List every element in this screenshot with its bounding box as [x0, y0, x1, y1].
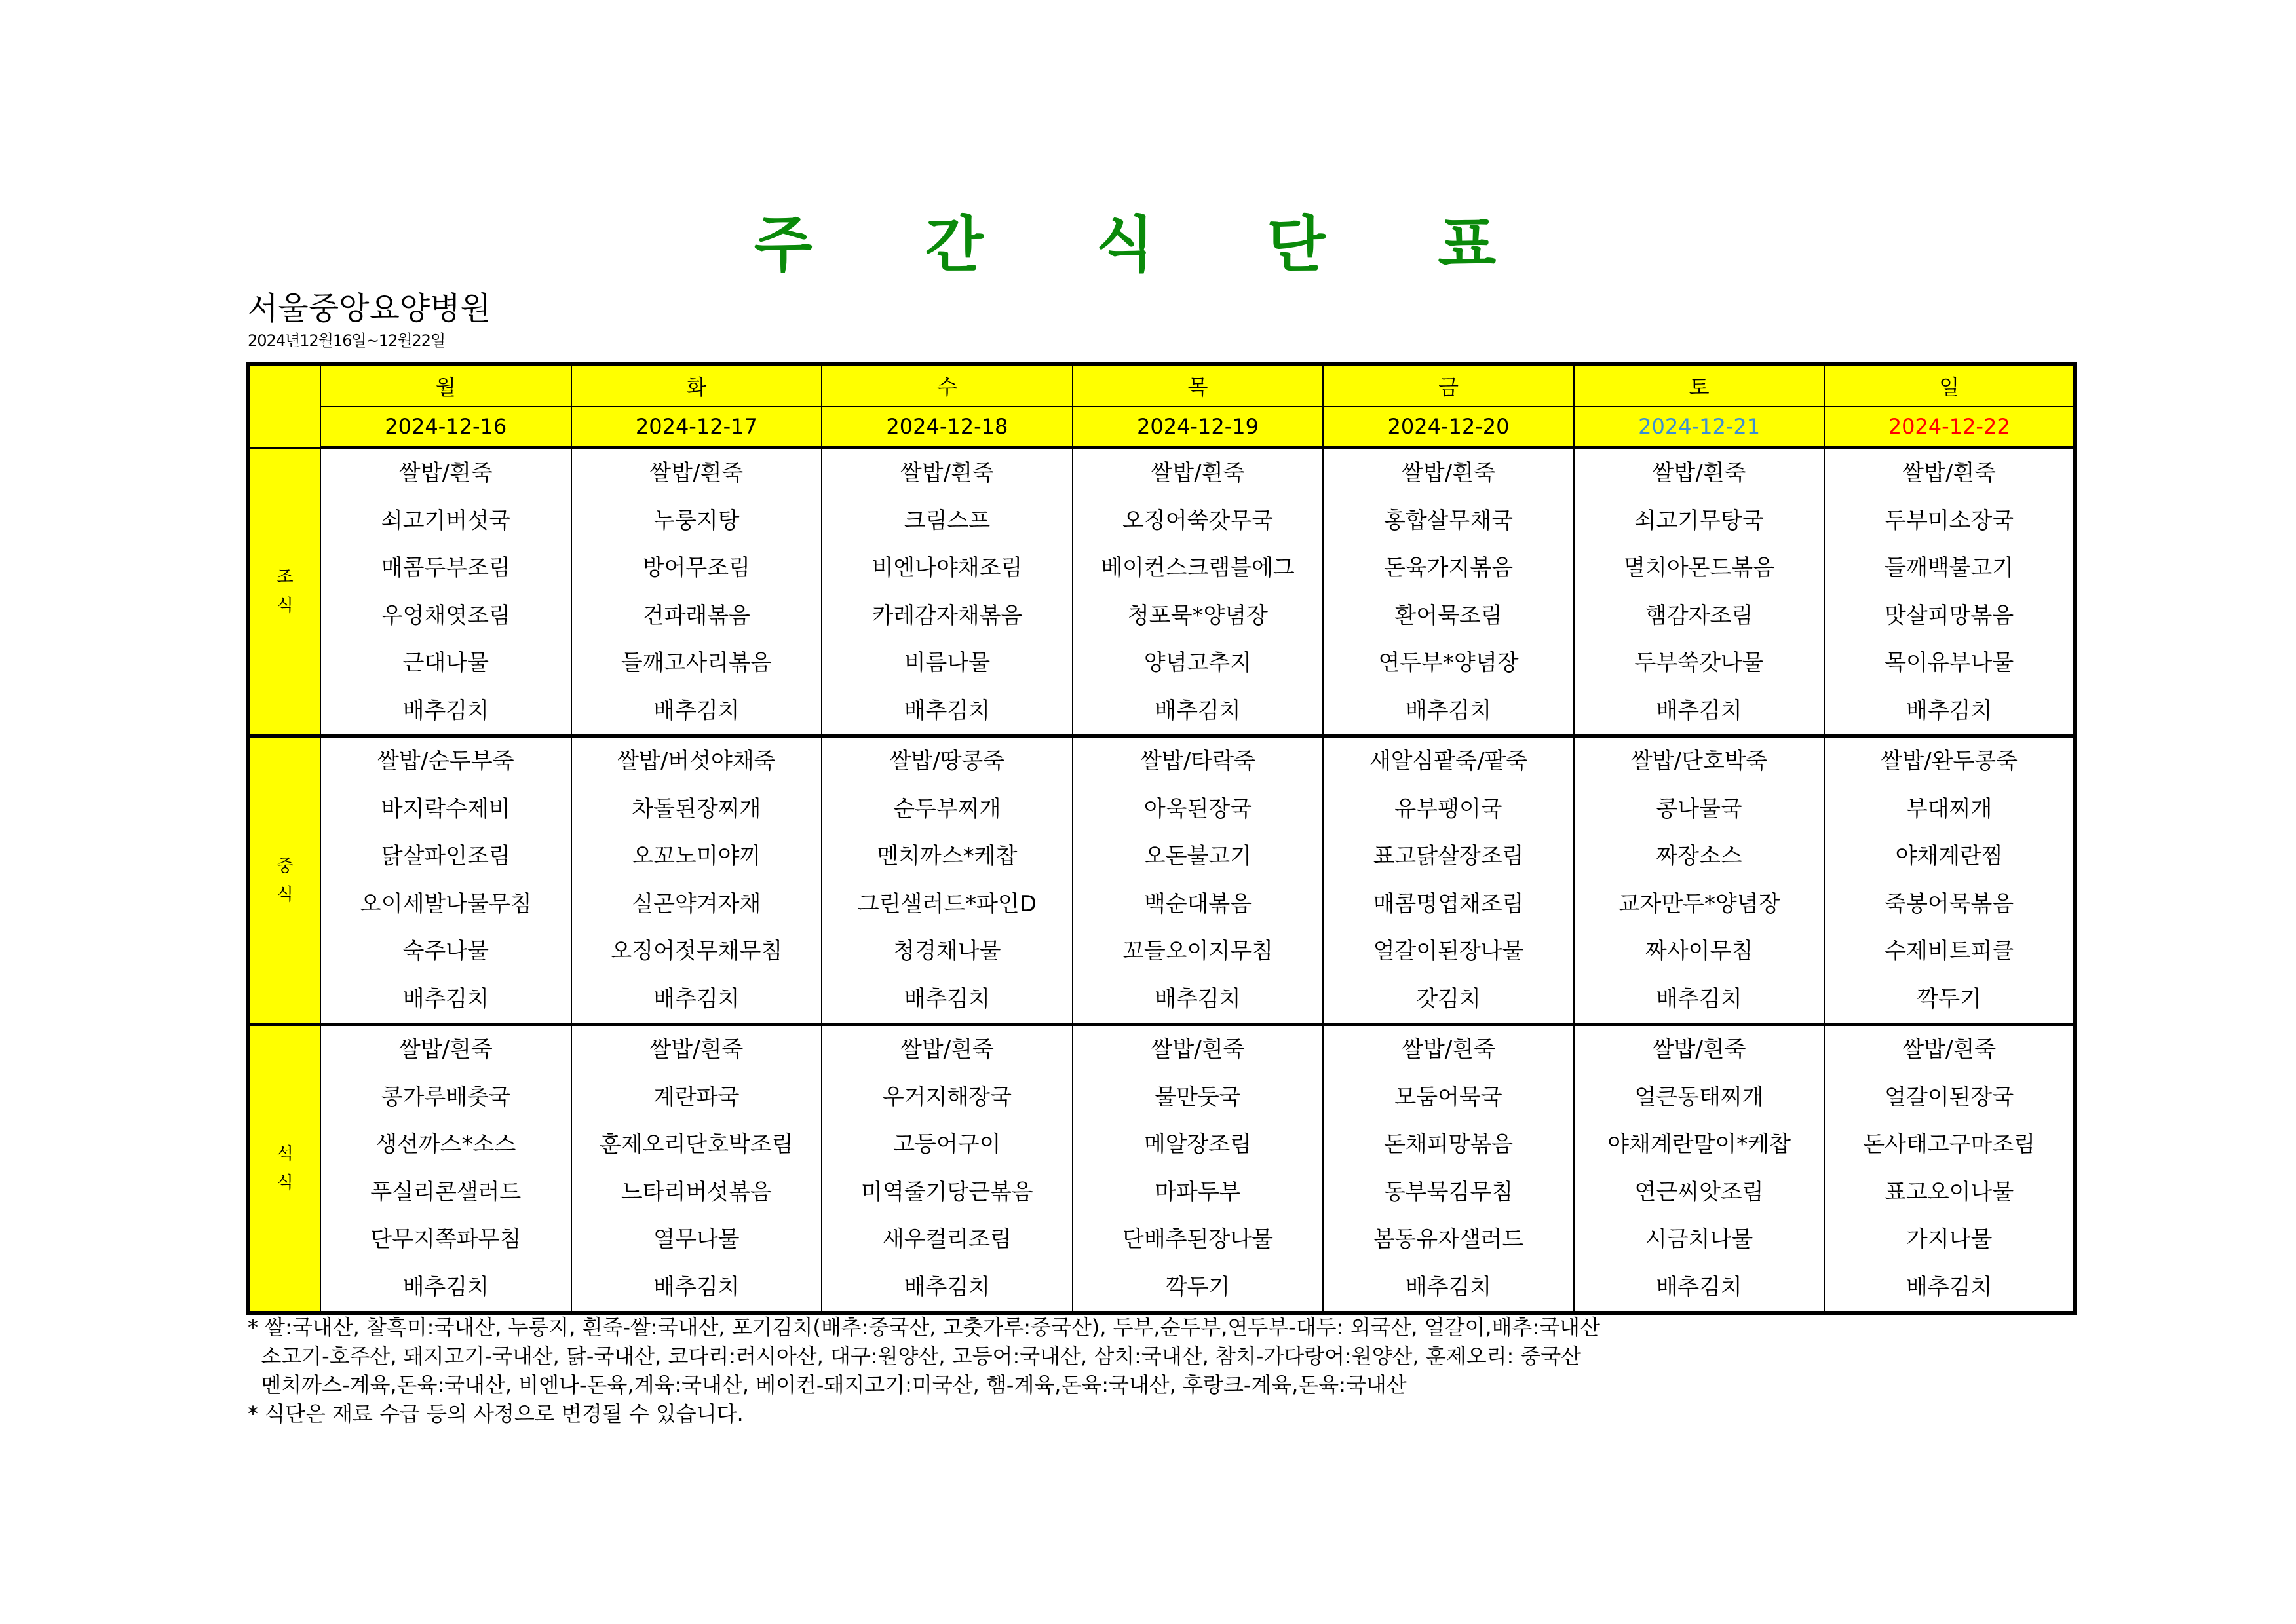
menu-item: 들깨백불고기 — [1885, 555, 2014, 581]
note-line: * 식단은 재료 수급 등의 사정으로 변경될 수 있습니다. — [248, 1401, 744, 1426]
menu-item: 깍두기 — [1165, 1274, 1231, 1300]
menu-item: 두부쑥갓나물 — [1634, 650, 1764, 676]
menu-item: 청포묵*양념장 — [1127, 602, 1268, 629]
day-name: 화 — [571, 364, 822, 406]
menu-item: 쌀밥/단호박죽 — [1630, 748, 1768, 774]
menu-item: 쌀밥/완두콩죽 — [1881, 748, 2018, 774]
menu-item: 마파두부 — [1155, 1179, 1241, 1205]
menu-item: 콩가루배춧국 — [381, 1084, 510, 1110]
menu-item: 부대찌개 — [1905, 795, 1993, 822]
menu-cell — [1073, 448, 1324, 736]
menu-item: 오징어쑥갓무국 — [1122, 507, 1273, 534]
menu-item: 가지나물 — [1905, 1226, 1993, 1253]
menu-item: 멘치까스*케찹 — [877, 843, 1018, 869]
menu-item: 실곤약겨자채 — [632, 890, 761, 917]
menu-item: 근대나물 — [402, 650, 489, 676]
menu-item: 두부미소장국 — [1885, 507, 2014, 534]
menu-item: 배추김치 — [1405, 697, 1492, 724]
menu-item: 들깨고사리볶음 — [621, 650, 772, 676]
menu-cell — [1824, 448, 2075, 736]
hospital-name: 서울중앙요양병원 — [248, 290, 491, 327]
menu-item: 크림스프 — [904, 507, 991, 534]
day-date: 2024-12-19 — [1073, 406, 1324, 448]
menu-item: 단배추된장나물 — [1122, 1226, 1273, 1253]
menu-item: 배추김치 — [1155, 985, 1241, 1012]
menu-item: 오돈불고기 — [1143, 843, 1252, 869]
meal-label-char: 식 — [277, 1173, 294, 1193]
meal-label-char: 석 — [277, 1144, 294, 1164]
menu-item: 배추김치 — [1405, 1274, 1492, 1300]
menu-item: 닭살파인조림 — [381, 843, 510, 869]
menu-item: 얼큰동태찌개 — [1634, 1084, 1764, 1110]
menu-item: 건파래볶음 — [642, 602, 750, 629]
menu-item: 수제비트피클 — [1885, 938, 2014, 964]
menu-item: 비름나물 — [904, 650, 991, 676]
menu-cell — [822, 736, 1073, 1025]
meal-label — [248, 736, 320, 1025]
menu-item: 쌀밥/흰죽 — [1402, 1036, 1495, 1063]
menu-item: 열무나물 — [653, 1226, 740, 1253]
menu-item: 쌀밥/순두부죽 — [377, 748, 514, 774]
day-date: 2024-12-21 — [1574, 406, 1825, 448]
menu-item: 매콤명엽채조림 — [1373, 890, 1524, 917]
day-header-row — [248, 364, 2075, 406]
menu-cell — [320, 1025, 571, 1313]
date-header-row — [248, 406, 2075, 448]
menu-item: 단무지쪽파무침 — [370, 1226, 522, 1253]
menu-item: 쌀밥/흰죽 — [649, 460, 744, 486]
menu-cell — [1574, 1025, 1825, 1313]
menu-item: 짜사이무침 — [1645, 938, 1753, 964]
menu-period: 2024년12월16일~12월22일 — [248, 331, 446, 350]
menu-item: 쌀밥/흰죽 — [1151, 1036, 1245, 1063]
day-date: 2024-12-16 — [320, 406, 571, 448]
menu-item: 햄감자조림 — [1645, 602, 1753, 629]
menu-item: 미역줄기당근볶음 — [861, 1179, 1033, 1205]
menu-item: 배추김치 — [1656, 697, 1742, 724]
menu-cell — [571, 448, 822, 736]
menu-item: 베이컨스크램블에그 — [1101, 555, 1295, 581]
menu-item: 유부팽이국 — [1394, 795, 1502, 822]
meal-label — [248, 1025, 320, 1313]
menu-item: 쌀밥/흰죽 — [1902, 460, 1997, 486]
note-line: 멘치까스-계육,돈육:국내산, 비엔나-돈육,계육:국내산, 베이컨-돼지고기:미국산, 햄-계육,돈육:국내산, 후랑크-계육,돈육:국내산 — [248, 1372, 1407, 1397]
menu-item: 쌀밥/버섯야채죽 — [617, 748, 776, 774]
menu-item: 매콤두부조림 — [381, 555, 510, 581]
menu-item: 죽봉어묵볶음 — [1885, 890, 2014, 917]
menu-item: 배추김치 — [402, 985, 489, 1012]
menu-item: 모둠어묵국 — [1394, 1084, 1502, 1110]
menu-cell — [1824, 736, 2075, 1025]
meal-label-char: 중 — [277, 856, 294, 876]
menu-item: 목이유부나물 — [1885, 650, 2014, 676]
day-date: 2024-12-22 — [1824, 406, 2075, 448]
menu-item: 쌀밥/흰죽 — [1652, 460, 1746, 486]
menu-cell — [1574, 736, 1825, 1025]
menu-item: 연근씨앗조림 — [1634, 1179, 1764, 1205]
menu-item: 새우컬리조림 — [882, 1226, 1012, 1253]
day-date: 2024-12-18 — [822, 406, 1073, 448]
menu-item: 표고닭살장조림 — [1373, 843, 1524, 869]
menu-item: 쌀밥/타락죽 — [1140, 748, 1255, 774]
menu-item: 배추김치 — [904, 697, 991, 724]
menu-item: 그린샐러드*파인D — [857, 890, 1037, 917]
menu-item: 맛살피망볶음 — [1885, 602, 2014, 629]
menu-item: 카레감자채볶음 — [871, 602, 1023, 629]
menu-item: 표고오이나물 — [1885, 1179, 2014, 1205]
menu-item: 오징어젓무채무침 — [610, 938, 783, 964]
day-date: 2024-12-20 — [1323, 406, 1574, 448]
menu-cell — [320, 448, 571, 736]
menu-cell — [1574, 448, 1825, 736]
menu-cell — [571, 736, 822, 1025]
menu-item: 쇠고기버섯국 — [381, 507, 510, 534]
menu-item: 차돌된장찌개 — [632, 795, 761, 822]
menu-item: 돈채피망볶음 — [1383, 1131, 1514, 1158]
menu-item: 콩나물국 — [1656, 795, 1742, 822]
menu-item: 아욱된장국 — [1143, 795, 1252, 822]
menu-item: 쌀밥/흰죽 — [900, 460, 994, 486]
menu-item: 꼬들오이지무침 — [1122, 938, 1273, 964]
day-name: 월 — [320, 364, 571, 406]
menu-item: 숙주나물 — [402, 938, 489, 964]
menu-cell — [1323, 1025, 1574, 1313]
menu-item: 바지락수제비 — [381, 795, 510, 822]
menu-item: 배추김치 — [904, 1274, 991, 1300]
menu-item: 짜장소스 — [1656, 843, 1742, 869]
menu-item: 얼갈이된장국 — [1885, 1084, 2014, 1110]
menu-item: 쌀밥/흰죽 — [1151, 460, 1245, 486]
menu-item: 쌀밥/흰죽 — [398, 1036, 493, 1063]
menu-item: 배추김치 — [1155, 697, 1241, 724]
header-corner — [248, 364, 320, 448]
menu-item: 비엔나야채조림 — [871, 555, 1023, 581]
day-date: 2024-12-17 — [571, 406, 822, 448]
menu-item: 배추김치 — [653, 985, 740, 1012]
menu-item: 쌀밥/흰죽 — [649, 1036, 744, 1063]
menu-cell — [571, 1025, 822, 1313]
menu-item: 쌀밥/흰죽 — [398, 460, 493, 486]
menu-item: 계란파국 — [653, 1084, 740, 1110]
menu-item: 돈사태고구마조림 — [1863, 1131, 2036, 1158]
menu-item: 홍합살무채국 — [1383, 507, 1514, 534]
menu-item: 배추김치 — [653, 697, 740, 724]
menu-item: 백순대볶음 — [1143, 890, 1252, 917]
menu-item: 훈제오리단호박조림 — [600, 1131, 794, 1158]
menu-item: 돈육가지볶음 — [1383, 555, 1514, 581]
meal-row — [248, 448, 2075, 736]
menu-item: 쌀밥/땅콩죽 — [889, 748, 1005, 774]
menu-cell — [1073, 736, 1324, 1025]
menu-item: 쌀밥/흰죽 — [1652, 1036, 1746, 1063]
menu-item: 푸실리콘샐러드 — [370, 1179, 522, 1205]
menu-item: 배추김치 — [402, 1274, 489, 1300]
menu-item: 깍두기 — [1917, 985, 1981, 1012]
menu-cell — [320, 736, 571, 1025]
menu-cell — [1323, 736, 1574, 1025]
meal-label — [248, 448, 320, 736]
day-name: 수 — [822, 364, 1073, 406]
menu-item: 배추김치 — [1905, 1274, 1993, 1300]
menu-cell — [1824, 1025, 2075, 1313]
menu-item: 얼갈이된장나물 — [1373, 938, 1524, 964]
menu-item: 누룽지탕 — [653, 507, 740, 534]
menu-item: 멸치아몬드볶음 — [1624, 555, 1775, 581]
menu-item: 배추김치 — [1656, 985, 1742, 1012]
menu-item: 청경채나물 — [893, 938, 1001, 964]
menu-item: 배추김치 — [1656, 1274, 1742, 1300]
menu-item: 양념고추지 — [1143, 650, 1252, 676]
menu-item: 생선까스*소스 — [375, 1131, 516, 1158]
meal-label-char: 식 — [277, 595, 294, 616]
menu-item: 오꼬노미야끼 — [632, 843, 761, 869]
menu-item: 우거지해장국 — [882, 1084, 1012, 1110]
menu-item: 배추김치 — [402, 697, 489, 724]
menu-item: 배추김치 — [904, 985, 991, 1012]
menu-cell — [1323, 448, 1574, 736]
menu-cell — [822, 1025, 1073, 1313]
day-name: 토 — [1574, 364, 1825, 406]
weekly-menu-table — [246, 362, 2077, 1315]
menu-item: 교자만두*양념장 — [1618, 890, 1780, 917]
menu-item: 물만둣국 — [1155, 1084, 1241, 1110]
menu-item: 시금치나물 — [1645, 1226, 1753, 1253]
day-name: 금 — [1323, 364, 1574, 406]
menu-item: 느타리버섯볶음 — [621, 1179, 772, 1205]
menu-cell — [1073, 1025, 1324, 1313]
menu-item: 배추김치 — [1905, 697, 1993, 724]
meal-row — [248, 1025, 2075, 1313]
menu-item: 봄동유자샐러드 — [1373, 1226, 1524, 1253]
menu-item: 야채계란말이*케찹 — [1607, 1131, 1791, 1158]
menu-item: 쇠고기무탕국 — [1634, 507, 1764, 534]
menu-item: 야채계란찜 — [1895, 843, 2003, 869]
menu-item: 순두부찌개 — [893, 795, 1001, 822]
day-name: 일 — [1824, 364, 2075, 406]
menu-item: 쌀밥/흰죽 — [1402, 460, 1495, 486]
note-line: * 쌀:국내산, 찰흑미:국내산, 누룽지, 흰죽-쌀:국내산, 포기김치(배추:중국산, 고춧가루:중국산), 두부,순두부,연두부-대두: 외국산, 얼갈이,배추:국내산 — [248, 1315, 1600, 1340]
menu-item: 방어무조림 — [642, 555, 750, 581]
menu-item: 환어묵조림 — [1394, 602, 1502, 629]
menu-item: 쌀밥/흰죽 — [1902, 1036, 1997, 1063]
menu-item: 연두부*양념장 — [1378, 650, 1519, 676]
menu-item: 고등어구이 — [893, 1131, 1001, 1158]
note-line: 소고기-호주산, 돼지고기-국내산, 닭-국내산, 코다리:러시아산, 대구:원양산, 고등어:국내산, 삼치:국내산, 참치-가다랑어:원양산, 훈제오리: 중국산 — [248, 1344, 1582, 1369]
menu-item: 새알심팥죽/팥죽 — [1369, 748, 1528, 774]
menu-item: 오이세발나물무침 — [359, 890, 532, 917]
meal-label-char: 식 — [277, 884, 294, 905]
menu-cell — [822, 448, 1073, 736]
page-title: 주 간 식 단 표 — [754, 210, 1542, 280]
menu-item: 우엉채엿조림 — [381, 602, 510, 629]
meal-row — [248, 736, 2075, 1025]
notes — [248, 1313, 1600, 1428]
menu-item: 쌀밥/흰죽 — [900, 1036, 994, 1063]
meal-label-char: 조 — [277, 567, 294, 587]
menu-item: 배추김치 — [653, 1274, 740, 1300]
day-name: 목 — [1073, 364, 1324, 406]
menu-item: 메알장조림 — [1143, 1131, 1252, 1158]
menu-item: 동부묵김무침 — [1383, 1179, 1514, 1205]
menu-item: 갓김치 — [1416, 985, 1481, 1012]
